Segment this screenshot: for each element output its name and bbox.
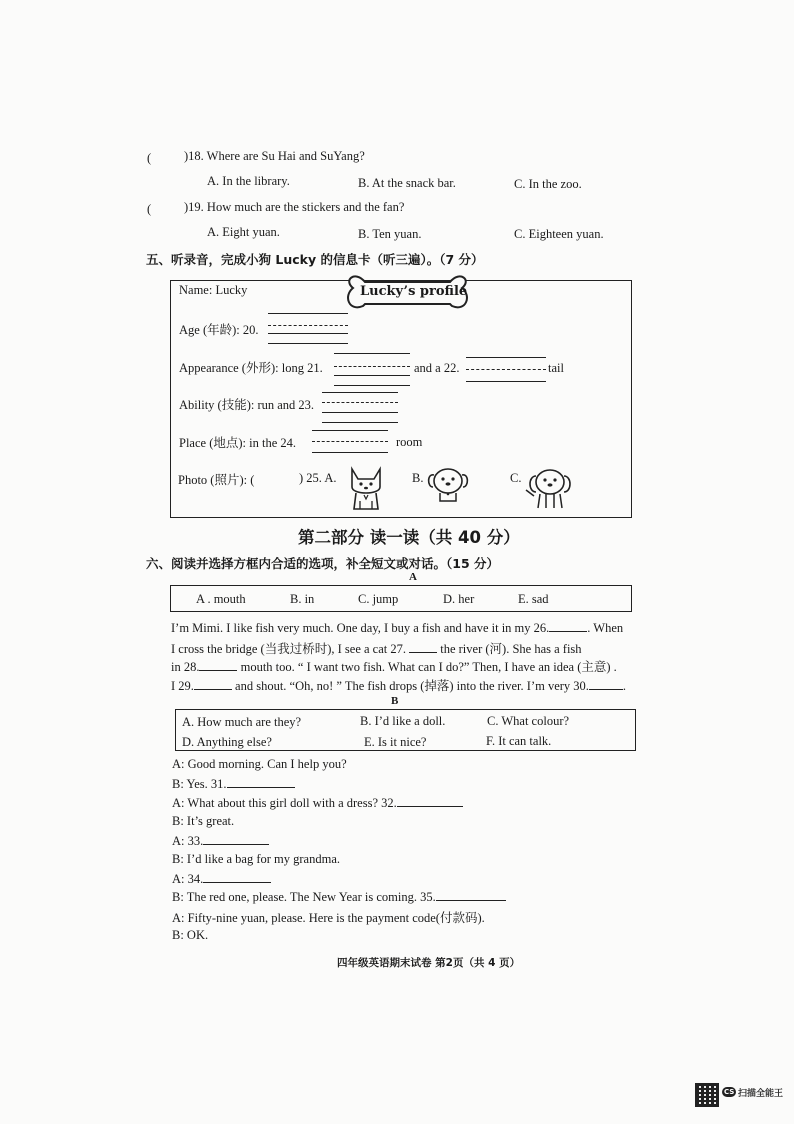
name-line: Name: Lucky (179, 283, 248, 297)
place-rule (312, 430, 388, 431)
appearance-tail: tail (548, 361, 564, 375)
dialogue-line-6: B: I’d like a bag for my grandma. (172, 852, 341, 866)
dialogue-line-10: B: OK. (172, 928, 209, 942)
q18-option-c: C. In the zoo. (514, 177, 582, 191)
blank-26[interactable] (549, 620, 587, 632)
appearance-rule-5 (466, 381, 546, 382)
age-rule (268, 333, 348, 334)
passage-1b: . When (587, 621, 624, 635)
photo-b: B. (412, 471, 424, 485)
age-line: Age (年龄): 20. (179, 323, 259, 337)
option-b-a: A. How much are they? (182, 715, 302, 729)
q18-question: )18. Where are Su Hai and SuYang? (184, 149, 365, 163)
blank-32[interactable] (397, 795, 463, 807)
blank-33[interactable] (203, 833, 269, 845)
blank-20[interactable] (268, 325, 348, 326)
ability-line: Ability (技能): run and 23. (179, 398, 315, 412)
card-title: Lucky’s profile (360, 284, 468, 299)
place-rule-2 (312, 452, 388, 453)
ability-rule-2 (322, 412, 398, 413)
blank-21[interactable] (334, 366, 410, 367)
part2-heading: 第二部分 读一读（共 40 分） (298, 528, 520, 547)
dog-b-icon (425, 465, 471, 505)
blank-35[interactable] (436, 889, 506, 901)
dialogue-line-3 (172, 795, 463, 811)
page-footer: 四年级英语期末试卷 第2页（共 4 页） (337, 957, 521, 969)
option-d: D. her (443, 592, 475, 606)
ability-rule (322, 392, 398, 393)
option-b-b: B. I’d like a doll. (360, 714, 446, 728)
dialogue-line-2 (172, 776, 295, 792)
passage-2b: the river (河). She has a fish (440, 642, 582, 656)
appearance-rule-2 (334, 375, 410, 376)
place-room: room (396, 435, 423, 449)
photo-c: C. (510, 471, 522, 485)
blank-22[interactable] (466, 369, 546, 370)
blank-27[interactable] (409, 641, 437, 653)
appearance-rule (334, 353, 410, 354)
blank-28[interactable] (199, 659, 237, 671)
blank-34[interactable] (203, 871, 271, 883)
passage-4a: I 29. (171, 679, 194, 693)
blank-30[interactable] (589, 678, 623, 690)
option-b-e: E. Is it nice? (364, 735, 427, 749)
part-b-label: B (391, 695, 399, 707)
passage-line-2 (171, 639, 582, 657)
option-e: E. sad (518, 592, 549, 606)
passage-line-3 (171, 657, 617, 675)
appearance-rule-3 (334, 385, 410, 386)
section5-heading: 五、听录音，完成小狗 Lucky 的信息卡（听三遍）。（7 分） (146, 252, 484, 267)
passage-2a: I cross the bridge (当我过桥时), I see a cat 27. (171, 642, 406, 656)
dog-c-icon (520, 464, 576, 512)
passage-line-1 (171, 620, 623, 636)
option-b-c: C. What colour? (487, 714, 570, 728)
dialogue-8-text: B: The red one, please. The New Year is coming. 35. (172, 890, 436, 904)
scanner-watermark: 扫描全能王 (738, 1089, 784, 1099)
dialogue-line-1: A: Good morning. Can I help you? (172, 757, 347, 771)
q19-question: )19. How much are the stickers and the fan? (184, 200, 405, 214)
appearance-rule-4 (466, 357, 546, 358)
option-b-d: D. Anything else? (182, 735, 272, 749)
q18-option-b: B. At the snack bar. (358, 176, 456, 190)
passage-1a: I’m Mimi. I like fish very much. One day, I buy a fish and have it in my 26. (171, 621, 550, 635)
blank-29[interactable] (194, 678, 232, 690)
dialogue-line-5 (172, 833, 269, 849)
part-a-label: A (409, 571, 417, 583)
appearance-and: and a 22. (414, 361, 460, 375)
ability-rule-3 (322, 422, 398, 423)
option-a: A . mouth (196, 592, 246, 606)
dialogue-line-9: A: Fifty-nine yuan, please. Here is the payment code(付款码). (172, 911, 485, 925)
passage-4b: and shout. “Oh, no! ” The fish drops (掉落) into the river. I’m very 30. (235, 679, 589, 693)
q19-option-b: B. Ten yuan. (358, 227, 422, 241)
blank-23[interactable] (322, 402, 398, 403)
passage-3a: in 28. (171, 660, 200, 674)
passage-line-4 (171, 676, 626, 694)
appearance-line: Appearance (外形): long 21. (179, 361, 323, 375)
q19-paren: ( (147, 202, 152, 216)
photo-question: ) 25. A. (299, 471, 337, 485)
q18-paren: ( (147, 151, 152, 165)
scanner-badge: CS (724, 1088, 735, 1096)
blank-24[interactable] (312, 441, 388, 442)
q19-option-c: C. Eighteen yuan. (514, 227, 604, 241)
dialogue-3-text: A: What about this girl doll with a dress? 32. (172, 796, 397, 810)
name-rule (268, 313, 348, 314)
qr-code-icon (695, 1083, 719, 1107)
dialogue-2-text: B: Yes. 31. (172, 777, 227, 791)
option-b: B. in (290, 592, 315, 606)
dialogue-7-text: A: 34. (172, 872, 204, 886)
blank-31[interactable] (227, 776, 295, 788)
dialogue-5-text: A: 33. (172, 834, 204, 848)
q18-option-a: A. In the library. (207, 174, 290, 188)
age-rule-2 (268, 343, 348, 344)
dialogue-line-8 (172, 889, 506, 905)
passage-3b: mouth too. “ I want two fish. What can I do?” Then, I have an idea (主意) . (240, 660, 617, 674)
dog-a-icon (342, 465, 390, 513)
section6-heading: 六、阅读并选择方框内合适的选项，补全短文或对话。（15 分） (146, 556, 499, 571)
option-b-f: F. It can talk. (486, 734, 552, 748)
place-line: Place (地点): in the 24. (179, 436, 296, 450)
dialogue-line-4: B: It’s great. (172, 814, 235, 828)
photo-line: Photo (照片): ( (178, 473, 255, 487)
dialogue-line-7 (172, 871, 271, 887)
q19-option-a: A. Eight yuan. (207, 225, 280, 239)
passage-4c: . (622, 679, 627, 693)
option-c: C. jump (358, 592, 399, 606)
